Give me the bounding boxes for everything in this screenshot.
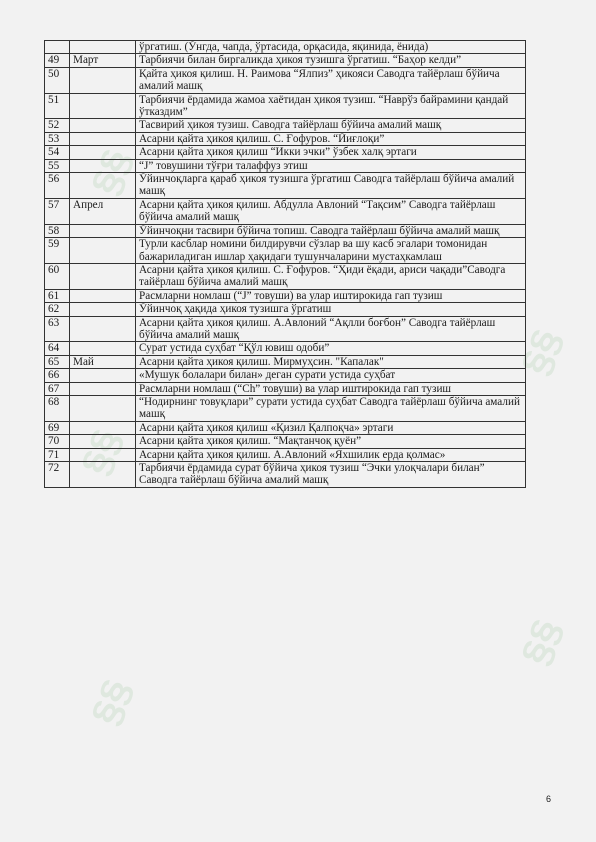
- lesson-topic-cell: Тарбиячи ёрдамида жамоа хаётидан ҳикоя тузиш. “Наврўз байрамини қандай ўтказдим”: [136, 93, 526, 119]
- month-cell: [70, 395, 136, 421]
- lesson-number-cell: 55: [45, 159, 70, 172]
- lesson-number-cell: 57: [45, 198, 70, 224]
- table-row: [45, 263, 526, 289]
- table-row: [45, 462, 526, 488]
- table-row: [45, 395, 526, 421]
- table-row: [45, 159, 526, 172]
- lesson-number-cell: 54: [45, 146, 70, 159]
- lesson-topic-cell: Қайта ҳикоя қилиш. Н. Раимова “Ялпиз” ҳикояси Саводга тайёрлаш бўйича амалий машқ: [136, 67, 526, 93]
- lesson-number-cell: 58: [45, 224, 70, 237]
- lesson-topic-cell: Асарни қайта ҳикоя қилиш. Абдулла Авлоний “Тақсим” Саводга тайёрлаш бўйича амалий машқ: [136, 198, 526, 224]
- lesson-number-cell: 69: [45, 421, 70, 434]
- month-cell: [70, 159, 136, 172]
- month-cell: [70, 263, 136, 289]
- lesson-number-cell: 53: [45, 132, 70, 145]
- lesson-number-cell: 51: [45, 93, 70, 119]
- lesson-number-cell: 65: [45, 355, 70, 368]
- month-cell: [70, 41, 136, 54]
- table-row: [45, 382, 526, 395]
- table-row: [45, 421, 526, 434]
- month-cell: [70, 435, 136, 448]
- table-row: [45, 448, 526, 461]
- month-cell: [70, 289, 136, 302]
- month-cell: [70, 119, 136, 132]
- watermark: §§: [83, 673, 141, 731]
- lesson-topic-cell: Асарни қайта ҳикоя қилиш. “Мақтанчоқ қуён”: [136, 435, 526, 448]
- month-cell: [70, 238, 136, 264]
- lesson-number-cell: 68: [45, 395, 70, 421]
- lesson-number-cell: 60: [45, 263, 70, 289]
- lesson-topic-cell: Ўйинчоқни тасвири бўйича топиш. Саводга тайёрлаш бўйича амалий машқ: [136, 224, 526, 237]
- watermark: §§: [83, 143, 141, 201]
- table-row: [45, 435, 526, 448]
- lesson-topic-cell: Тарбиячи ёрдамида сурат бўйича ҳикоя тузиш “Эчки улоқчалари билан” Саводга тайёрлаш бўйича амалий машқ: [136, 462, 526, 488]
- watermark: §§: [513, 613, 571, 671]
- lesson-number-cell: 70: [45, 435, 70, 448]
- lesson-number-cell: 62: [45, 303, 70, 316]
- month-cell: [70, 224, 136, 237]
- month-cell: Март: [70, 54, 136, 67]
- lesson-plan-table: [44, 40, 526, 488]
- lesson-topic-cell: Ўйинчоқларга қараб ҳикоя тузишга ўргатиш Саводга тайёрлаш бўйича амалий машқ: [136, 173, 526, 199]
- lesson-topic-cell: «Мушук болалари билан» деган сурати устида суҳбат: [136, 369, 526, 382]
- lesson-topic-cell: Асарни қайта ҳикоя қилиш. А.Авлоний «Яхшилик ерда қолмас»: [136, 448, 526, 461]
- table-row: [45, 93, 526, 119]
- table-row: [45, 238, 526, 264]
- table-row: [45, 198, 526, 224]
- table-row: [45, 316, 526, 342]
- page-number: 6: [546, 794, 552, 804]
- table-row: [45, 289, 526, 302]
- lesson-number-cell: 63: [45, 316, 70, 342]
- month-cell: [70, 132, 136, 145]
- month-cell: [70, 173, 136, 199]
- month-cell: [70, 382, 136, 395]
- lesson-topic-cell: Тасвирий ҳикоя тузиш. Саводга тайёрлаш бўйича амалий машқ: [136, 119, 526, 132]
- lesson-number-cell: 67: [45, 382, 70, 395]
- month-cell: [70, 316, 136, 342]
- table-row: [45, 303, 526, 316]
- lesson-topic-cell: Расмларни номлаш (“Ch” товуши) ва улар иштирокида гап тузиш: [136, 382, 526, 395]
- lesson-topic-cell: Асарни қайта ҳикоя қилиш. С. Ғофуров. “Ҳиди ёқади, ариси чақади”Саводга тайёрлаш бўйича амалий машқ: [136, 263, 526, 289]
- month-cell: Май: [70, 355, 136, 368]
- month-cell: [70, 448, 136, 461]
- lesson-topic-cell: Асарни қайта ҳикоя қилиш. Мирмуҳсин. "Капалак": [136, 355, 526, 368]
- table-row: [45, 132, 526, 145]
- lesson-topic-cell: Асарни қайта ҳикоя қилиш. С. Ғофуров. “Йиғлоқи”: [136, 132, 526, 145]
- lesson-number-cell: 59: [45, 238, 70, 264]
- month-cell: [70, 303, 136, 316]
- lesson-number-cell: 50: [45, 67, 70, 93]
- lesson-topic-cell: Асарни қайта ҳикоя қилиш «Қизил Қалпоқча» эртаги: [136, 421, 526, 434]
- lesson-topic-cell: Асарни қайта ҳикоя қилиш. А.Авлоний “Ақлли боғбон” Саводга тайёрлаш бўйича амалий машқ: [136, 316, 526, 342]
- lesson-number-cell: 72: [45, 462, 70, 488]
- table-row: [45, 54, 526, 67]
- table-row: [45, 119, 526, 132]
- lesson-number-cell: 52: [45, 119, 70, 132]
- month-cell: [70, 93, 136, 119]
- month-cell: [70, 146, 136, 159]
- month-cell: [70, 421, 136, 434]
- table-row: [45, 369, 526, 382]
- table-row: [45, 173, 526, 199]
- watermark: §§: [513, 323, 571, 381]
- lesson-number-cell: 56: [45, 173, 70, 199]
- lesson-topic-cell: Расмларни номлаш (“J” товуши) ва улар иштирокида гап тузиш: [136, 289, 526, 302]
- table-row: [45, 41, 526, 54]
- lesson-number-cell: 61: [45, 289, 70, 302]
- table-row: [45, 146, 526, 159]
- table-row: [45, 342, 526, 355]
- lesson-topic-cell: ўргатиш. (Ўнгда, чапда, ўртасида, орқасида, яқинида, ёнида): [136, 41, 526, 54]
- lesson-number-cell: 71: [45, 448, 70, 461]
- month-cell: Апрел: [70, 198, 136, 224]
- table-row: [45, 224, 526, 237]
- lesson-topic-cell: Ўйинчоқ ҳақида ҳикоя тузишга ўргатиш: [136, 303, 526, 316]
- lesson-topic-cell: “Нодирнинг товуқлари” сурати устида суҳбат Саводга тайёрлаш бўйича амалий машқ: [136, 395, 526, 421]
- lesson-topic-cell: Турли касблар номини билдирувчи сўзлар ва шу касб эгалари томонидан бажариладиган ишлар ҳақидаги тушунчаларини мустаҳкамлаш: [136, 238, 526, 264]
- month-cell: [70, 462, 136, 488]
- table-row: [45, 67, 526, 93]
- month-cell: [70, 342, 136, 355]
- lesson-topic-cell: “J” товушини тўғри талаффуз этиш: [136, 159, 526, 172]
- lesson-topic-cell: Асарни қайта ҳикоя қилиш “Икки эчки” ўзбек халқ эртаги: [136, 146, 526, 159]
- lesson-number-cell: 49: [45, 54, 70, 67]
- lesson-topic-cell: Тарбиячи билан биргаликда ҳикоя тузишга ўргатиш. “Баҳор келди”: [136, 54, 526, 67]
- month-cell: [70, 369, 136, 382]
- lesson-number-cell: 64: [45, 342, 70, 355]
- watermark: §§: [73, 423, 131, 481]
- lesson-topic-cell: Сурат устида суҳбат “Қўл ювиш одоби”: [136, 342, 526, 355]
- lesson-number-cell: [45, 41, 70, 54]
- month-cell: [70, 67, 136, 93]
- lesson-number-cell: 66: [45, 369, 70, 382]
- table-row: [45, 355, 526, 368]
